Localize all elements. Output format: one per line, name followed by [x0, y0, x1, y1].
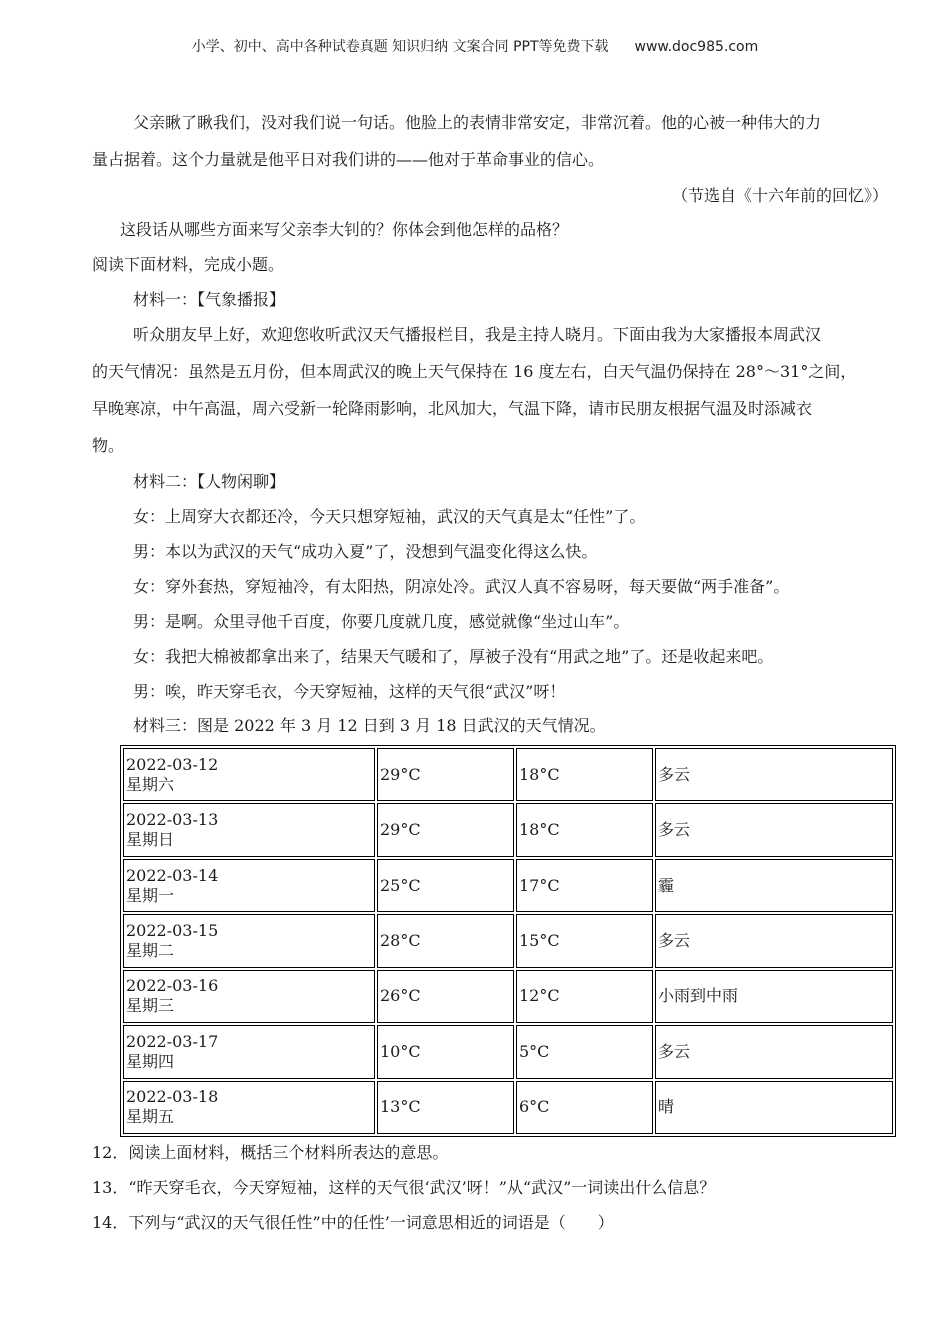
date-text: 2022-03-17 — [126, 1031, 219, 1051]
dialogue-line: 女：穿外套热，穿短袖冷，有太阳热，阴凉处冷。武汉人真不容易呀，每天要做“两手准备”。 — [133, 577, 790, 596]
condition-cell: 小雨到中雨 — [655, 970, 893, 1023]
low-temp-cell: 15°C — [516, 914, 653, 967]
high-temp-cell: 25°C — [377, 859, 514, 912]
header-text: 小学、初中、高中各种试卷真题 知识归纳 文案合同 PPT等免费下载 — [191, 39, 609, 55]
low-temp-cell: 6°C — [516, 1081, 653, 1134]
dialogue-line: 男：唉，昨天穿毛衣，今天穿短袖，这样的天气很“武汉”呀！ — [133, 682, 566, 701]
date-text: 2022-03-16 — [126, 976, 219, 996]
material1-line-4: 物。 — [92, 436, 125, 455]
weekday-text: 星期一 — [126, 885, 175, 905]
date-cell — [123, 914, 375, 967]
low-temp-cell: 18°C — [516, 748, 653, 801]
weekday-text: 星期日 — [126, 830, 175, 850]
condition-cell: 晴 — [655, 1081, 893, 1134]
date-cell — [123, 859, 375, 912]
date-cell — [123, 803, 375, 856]
material2-title: 材料二：【人物闲聊】 — [133, 472, 286, 491]
condition-cell: 多云 — [655, 803, 893, 856]
weekday-text: 星期四 — [126, 1051, 175, 1071]
high-temp-cell: 29°C — [377, 803, 514, 856]
table-row — [123, 1081, 893, 1134]
table-row — [123, 803, 893, 856]
dialogue-line: 男：本以为武汉的天气“成功入夏”了，没想到气温变化得这么快。 — [133, 542, 598, 561]
dialogue-line: 女：上周穿大衣都还冷，今天只想穿短袖，武汉的天气真是太“任性”了。 — [133, 507, 646, 526]
instruction: 阅读下面材料，完成小题。 — [92, 255, 285, 274]
passage-source: （节选自《十六年前的回忆》） — [671, 186, 888, 205]
date-cell — [123, 748, 375, 801]
material1-line-3: 早晚寒凉，中午高温，周六受新一轮降雨影响，北风加大，气温下降，请市民朋友根据气温及时添减衣 — [92, 399, 813, 418]
material3-title: 材料三：图是 2022 年 3 月 12 日到 3 月 18 日武汉的天气情况。 — [133, 716, 606, 735]
date-text: 2022-03-15 — [126, 920, 219, 940]
passage-question: 这段话从哪些方面来写父亲李大钊的？你体会到他怎样的品格？ — [120, 220, 569, 239]
high-temp-cell: 26°C — [377, 970, 514, 1023]
date-cell — [123, 1025, 375, 1078]
material1-line-1: 听众朋友早上好，欢迎您收听武汉天气播报栏目，我是主持人晓月。下面由我为大家播报本周武汉 — [133, 325, 822, 344]
weekday-text: 星期二 — [126, 940, 175, 960]
material1-line-2: 的天气情况：虽然是五月份，但本周武汉的晚上天气保持在 16 度左右，白天气温仍保持在 28°～31°之间， — [92, 362, 857, 381]
table-row — [123, 914, 893, 967]
condition-cell: 多云 — [655, 1025, 893, 1078]
low-temp-cell: 12°C — [516, 970, 653, 1023]
date-cell — [123, 1081, 375, 1134]
dialogue-line: 女：我把大棉被都拿出来了，结果天气暖和了，厚被子没有“用武之地”了。还是收起来吧。 — [133, 647, 774, 666]
high-temp-cell: 10°C — [377, 1025, 514, 1078]
date-text: 2022-03-14 — [126, 865, 219, 885]
weekday-text: 星期三 — [126, 996, 175, 1016]
date-text: 2022-03-18 — [126, 1087, 219, 1107]
table-row — [123, 970, 893, 1023]
table-row — [123, 859, 893, 912]
question-14: 14．下列与“武汉的天气很任性”中的任性’一词意思相近的词语是（ ） — [92, 1213, 614, 1232]
low-temp-cell: 5°C — [516, 1025, 653, 1078]
header-url[interactable]: www.doc985.com — [634, 39, 759, 55]
question-12: 12．阅读上面材料，概括三个材料所表达的意思。 — [92, 1143, 449, 1162]
weekday-text: 星期六 — [126, 774, 175, 794]
condition-cell: 霾 — [655, 859, 893, 912]
weather-table-wrapper — [120, 745, 896, 1137]
question-13: 13．“昨天穿毛衣，今天穿短袖，这样的天气很‘武汉’呀！”从“武汉”一词读出什么信息？ — [92, 1178, 716, 1197]
date-text: 2022-03-13 — [126, 810, 219, 830]
table-row — [123, 748, 893, 801]
low-temp-cell: 18°C — [516, 803, 653, 856]
material1-title: 材料一：【气象播报】 — [133, 290, 286, 309]
page-header — [0, 36, 950, 56]
condition-cell: 多云 — [655, 748, 893, 801]
dialogue-line: 男：是啊。众里寻他千百度，你要几度就几度，感觉就像“坐过山车”。 — [133, 612, 630, 631]
date-cell — [123, 970, 375, 1023]
table-row — [123, 1025, 893, 1078]
condition-cell: 多云 — [655, 914, 893, 967]
low-temp-cell: 17°C — [516, 859, 653, 912]
high-temp-cell: 28°C — [377, 914, 514, 967]
passage-line-1: 父亲瞅了瞅我们，没对我们说一句话。他脸上的表情非常安定，非常沉着。他的心被一种伟大的力 — [133, 113, 822, 132]
high-temp-cell: 13°C — [377, 1081, 514, 1134]
weather-table — [120, 745, 896, 1137]
high-temp-cell: 29°C — [377, 748, 514, 801]
passage-line-2: 量占据着。这个力量就是他平日对我们讲的——他对于革命事业的信心。 — [92, 150, 605, 169]
weekday-text: 星期五 — [126, 1107, 175, 1127]
date-text: 2022-03-12 — [126, 754, 219, 774]
